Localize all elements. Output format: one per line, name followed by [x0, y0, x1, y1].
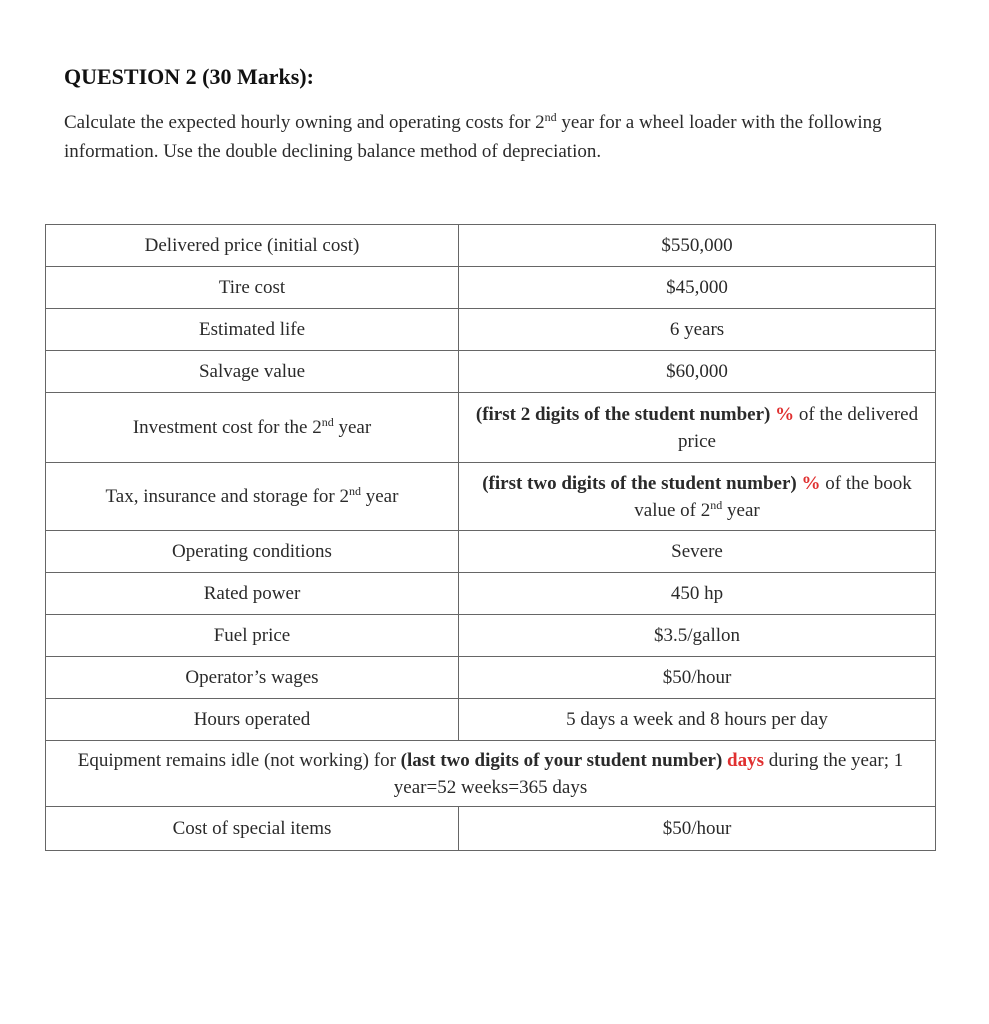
row-label: Fuel price [46, 615, 459, 657]
table-row [46, 657, 936, 699]
row-value: $3.5/gallon [459, 615, 936, 657]
row-value: $550,000 [459, 225, 936, 267]
idle-note: Equipment remains idle (not working) for (last two digits of your student number) days during the year; 1 year=52 weeks=365 days [46, 741, 936, 807]
table-row-tax [46, 463, 936, 531]
table-row [46, 309, 936, 351]
table-row [46, 351, 936, 393]
row-label: Estimated life [46, 309, 459, 351]
row-value: $45,000 [459, 267, 936, 309]
row-value: Severe [459, 531, 936, 573]
table-row [46, 699, 936, 741]
tax-value: (first two digits of the student number) % of the book value of 2nd year [459, 463, 936, 531]
table-row [46, 531, 936, 573]
row-value: $60,000 [459, 351, 936, 393]
row-label: Tire cost [46, 267, 459, 309]
investment-label: Investment cost for the 2nd year [46, 393, 459, 463]
row-value: 6 years [459, 309, 936, 351]
question-title: QUESTION 2 (30 Marks): [64, 64, 314, 89]
row-label: Operator’s wages [46, 657, 459, 699]
row-label: Operating conditions [46, 531, 459, 573]
row-value: $50/hour [459, 657, 936, 699]
table-row [46, 573, 936, 615]
question-intro: Calculate the expected hourly owning and operating costs for 2nd year for a wheel loader with the following information. Use the double declining balance method of depreciation. [64, 110, 882, 162]
row-value: 450 hp [459, 573, 936, 615]
table-row [46, 225, 936, 267]
tax-label: Tax, insurance and storage for 2nd year [46, 463, 459, 531]
row-label: Salvage value [46, 351, 459, 393]
table-row-investment [46, 393, 936, 463]
info-table [45, 224, 936, 851]
investment-value: (first 2 digits of the student number) % of the delivered price [459, 393, 936, 463]
table-row-special [46, 807, 936, 851]
row-value: 5 days a week and 8 hours per day [459, 699, 936, 741]
row-label: Hours operated [46, 699, 459, 741]
row-label: Delivered price (initial cost) [46, 225, 459, 267]
row-label: Rated power [46, 573, 459, 615]
special-value: $50/hour [459, 807, 936, 851]
table-row [46, 267, 936, 309]
special-label: Cost of special items [46, 807, 459, 851]
table-row [46, 615, 936, 657]
table-row-idle [46, 741, 936, 807]
